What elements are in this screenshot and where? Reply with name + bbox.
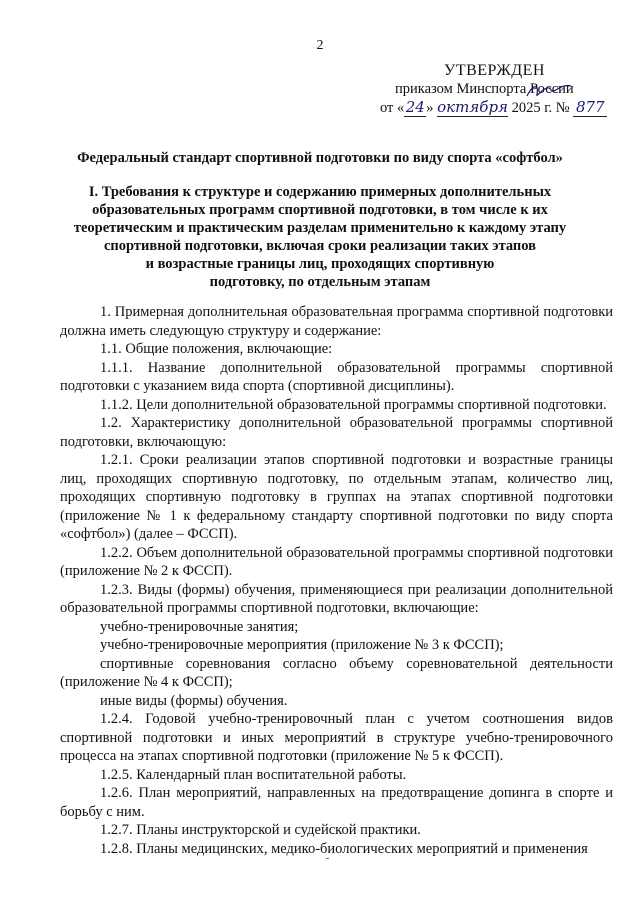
body-paragraph: 1.2. Характеристику дополнительной образовательной программы спортивной подготовки, включающую: [60, 415, 613, 450]
body-paragraph: 1.2.6. План мероприятий, направленных на предотвращение допинга в спорте и борьбу с ним. [60, 785, 613, 820]
section-heading [0, 183, 640, 291]
scan-speck [326, 858, 329, 859]
body-paragraph: 1. Примерная дополнительная образовательная программа спортивной подготовки должна иметь следующую структуру и содержание: [60, 304, 613, 339]
body-paragraph: 1.1. Общие положения, включающие: [100, 341, 333, 357]
handwritten-day: 24 [405, 98, 425, 116]
handwritten-number: 877 [573, 98, 607, 117]
approval-block [380, 62, 607, 117]
approval-order-line: приказом Минспорта России [395, 81, 574, 97]
body-paragraph: учебно-тренировочные мероприятия (приложение № 3 к ФССП); [100, 637, 504, 653]
date-mid: » [426, 100, 434, 116]
handwritten-month: октября [437, 98, 508, 116]
signature-mark [525, 80, 573, 100]
section-heading-line: подготовку, по отдельным этапам [209, 274, 431, 290]
body-paragraph: спортивные соревнования согласно объему соревновательной деятельности (приложение № 4 к ФССП); [60, 655, 613, 690]
document-body [60, 303, 613, 858]
body-paragraph: учебно-тренировочные занятия; [100, 618, 299, 635]
body-paragraph: 1.1.2. Цели дополнительной образовательной программы спортивной подготовки. [100, 396, 607, 413]
section-heading-line: I. Требования к структуре и содержанию примерных дополнительных [88, 184, 552, 200]
body-paragraph: 1.2.4. Годовой учебно-тренировочный план с учетом соотношения видов спортивной подготовки и иных мероприятий в структуре учебно-тренировочного процесса на этапах спортивной подготовки (приложение № 5 к ФССП). [60, 711, 613, 764]
section-heading-line: спортивной подготовки, включая сроки реализации таких этапов [103, 238, 536, 254]
body-paragraph: 1.2.2. Объем дополнительной образовательной программы спортивной подготовки (приложение № 2 к ФССП). [60, 544, 613, 579]
body-paragraph: 1.2.8. Планы медицинских, медико-биологических мероприятий и применения [100, 840, 588, 857]
section-heading-line: образовательных программ спортивной подготовки, в том числе к их [92, 202, 548, 218]
body-paragraph: 1.2.3. Виды (формы) обучения, применяющиеся при реализации дополнительной образовательной программы спортивной подготовки, включающие: [60, 581, 613, 616]
approval-title: УТВЕРЖДЕН [444, 62, 545, 79]
date-prefix: от « [380, 100, 405, 116]
section-heading-line: и возрастные границы лиц, проходящих спортивную [145, 256, 495, 272]
page-number: 2 [316, 38, 324, 53]
body-paragraph: иные виды (формы) обучения. [100, 692, 288, 709]
body-paragraph: 1.2.5. Календарный план воспитательной работы. [100, 766, 407, 783]
body-paragraph: 1.2.1. Сроки реализации этапов спортивной подготовки и возрастные границы лиц, проходящих спортивную подготовку, по отдельным этапам, количество лиц, проходящих спортивную подготовку в группах на этапах спортивной подготовки (приложение № 1 к федеральному стандарту спортивной подготовки по виду спорта «софтбол») (далее – ФССП). [60, 452, 613, 542]
document-title: Федеральный стандарт спортивной подготовки по виду спорта «софтбол» [77, 150, 563, 166]
date-year: 2025 г. № [511, 100, 570, 116]
section-heading-line: теоретическим и практическим разделам применительно к каждому этапу [73, 220, 567, 236]
approval-date-line [380, 98, 607, 117]
body-paragraph: 1.1.1. Название дополнительной образовательной программы спортивной подготовки с указанием вида спорта (спортивной дисциплины). [60, 359, 613, 394]
body-paragraph: 1.2.7. Планы инструкторской и судейской практики. [100, 822, 421, 838]
